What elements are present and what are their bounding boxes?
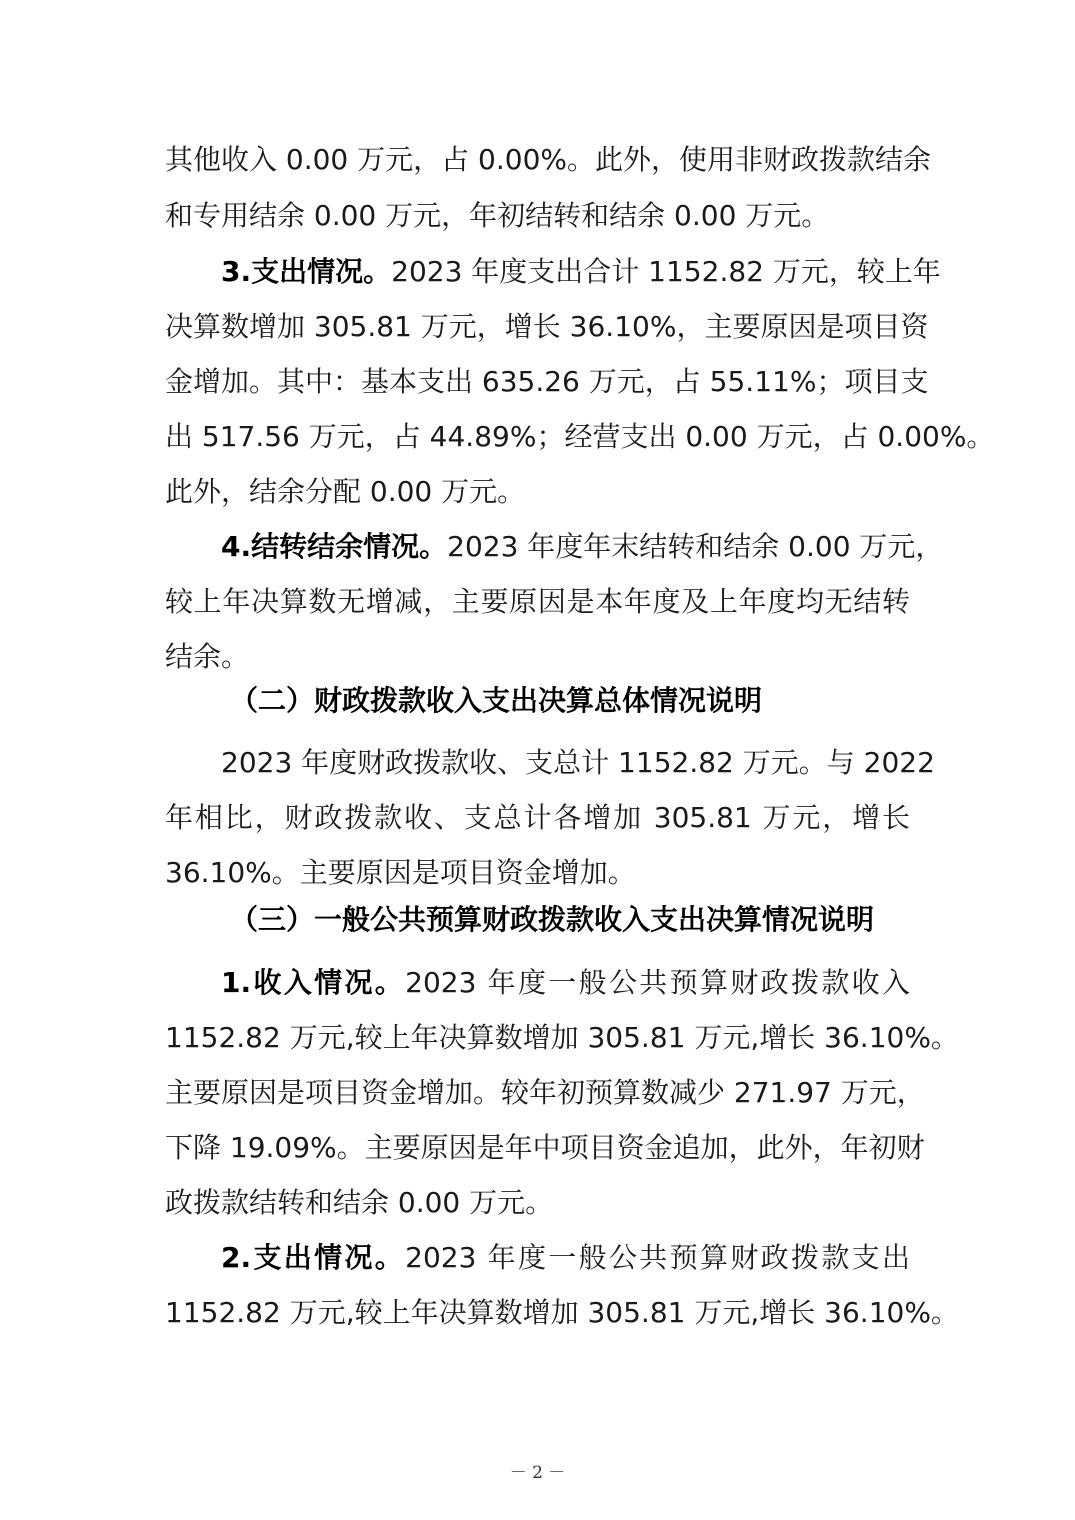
section-heading: （二）财政拨款收入支出决算总体情况说明 xyxy=(230,684,763,717)
paragraph-line: 1152.82 万元,较上年决算数增加 305.81 万元,增长 36.10%。 xyxy=(165,1021,959,1054)
paragraph-text: 2023 年度一般公共预算财政拨款支出 xyxy=(405,1241,910,1274)
section-lead: 3.支出情况。 xyxy=(221,255,392,288)
section-lead: 4.结转结余情况。 xyxy=(221,530,448,563)
paragraph-line: 和专用结余 0.00 万元，年初结转和结余 0.00 万元。 xyxy=(165,199,830,232)
paragraph-line: 金增加。其中：基本支出 635.26 万元，占 55.11%；项目支 xyxy=(165,365,929,398)
paragraph-line: 36.10%。主要原因是项目资金增加。 xyxy=(165,856,636,889)
section-lead: 2.支出情况。 xyxy=(221,1241,406,1274)
page-number: － 2 － xyxy=(509,1463,566,1483)
paragraph-first-line: 2023 年度财政拨款收、支总计 1152.82 万元。与 2022 xyxy=(221,746,935,779)
paragraph-text: 2023 年度支出合计 1152.82 万元，较上年 xyxy=(391,255,941,288)
paragraph-line: 1152.82 万元,较上年决算数增加 305.81 万元,增长 36.10%。 xyxy=(165,1296,959,1329)
paragraph-line: 结余。 xyxy=(165,640,250,673)
paragraph-first-line xyxy=(221,252,941,292)
section-lead: 1.收入情况。 xyxy=(221,966,406,999)
paragraph-first-line xyxy=(221,1238,910,1278)
paragraph-first-line xyxy=(221,963,910,1003)
paragraph-line: 出 517.56 万元，占 44.89%；经营支出 0.00 万元，占 0.00%。 xyxy=(165,420,995,453)
paragraph-line: 政拨款结转和结余 0.00 万元。 xyxy=(165,1186,554,1219)
paragraph-text: 2023 年度一般公共预算财政拨款收入 xyxy=(405,966,910,999)
paragraph-line: 年相比，财政拨款收、支总计各增加 305.81 万元，增长 xyxy=(165,801,910,834)
paragraph-line: 下降 19.09%。主要原因是年中项目资金追加，此外，年初财 xyxy=(165,1131,925,1164)
paragraph-line: 主要原因是项目资金增加。较年初预算数减少 271.97 万元， xyxy=(165,1076,925,1109)
paragraph-line: 决算数增加 305.81 万元，增长 36.10%，主要原因是项目资 xyxy=(165,310,929,343)
section-heading: （三）一般公共预算财政拨款收入支出决算情况说明 xyxy=(230,903,875,936)
paragraph-first-line xyxy=(221,527,944,567)
paragraph-line: 此外，结余分配 0.00 万元。 xyxy=(165,475,526,508)
paragraph-line: 其他收入 0.00 万元，占 0.00%。此外，使用非财政拨款结余 xyxy=(165,143,931,176)
paragraph-text: 2023 年度年末结转和结余 0.00 万元， xyxy=(447,530,944,563)
paragraph-line: 较上年决算数无增减，主要原因是本年度及上年度均无结转 xyxy=(165,585,910,618)
